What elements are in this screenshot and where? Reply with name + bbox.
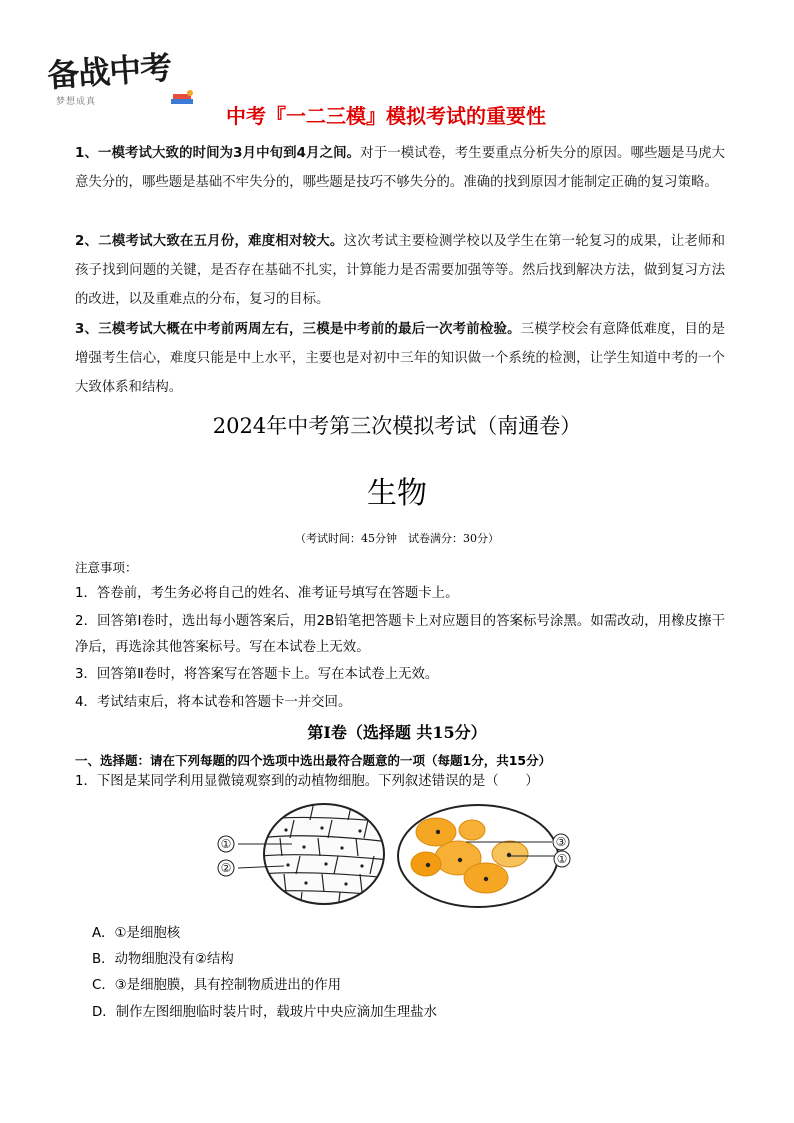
cell-figure [210,802,590,910]
tip-body: 这次考试主要检测学校以及学生在第一轮复习的成果，让老师和孩子找到问题的关键，是否存在基础不扎实，计算能力是否需要加强等等。然后找到解决方法，做到复习方法的改进，以及重难点的分布，复习的目标。 [75,234,725,307]
notice-item: 2．回答第Ⅰ卷时，选出每小题答案后，用2B铅笔把答题卡上对应题目的答案标号涂黑。如需改动，用橡皮擦干净后，再选涂其他答案标号。写在本试卷上无效。 [75,614,725,655]
logo-text: 备战中考 [46,48,173,95]
option-d: D．制作左图细胞临时装片时，载玻片中央应滴加生理盐水 [92,1005,438,1020]
figure-label: ① [220,837,232,851]
option-c: C．③是细胞膜，具有控制物质进出的作用 [92,978,341,993]
question-stem: 1．下图是某同学利用显微镜观察到的动植物细胞。下列叙述错误的是（ ） [75,774,539,789]
tip-body: 对于一模试卷，考生要重点分析失分的原因。哪些题是马虎大意失分的，哪些题是基础不牢失分的，哪些题是技巧不够失分的。准确的找到原因才能制定正确的复习策略。 [75,146,726,190]
logo-subtitle: 梦想成真 [56,97,97,107]
section-title: 第Ⅰ卷（选择题 共15分） [307,723,487,742]
notice-heading: 注意事项： [75,560,138,575]
tip-lead: 3、三模考试大概在中考前两周左右，三模是中考前的最后一次考前检验。 [75,322,521,337]
tip-paragraph [75,227,725,314]
notice-item: 3．回答第Ⅱ卷时，将答案写在答题卡上。写在本试卷上无效。 [75,667,439,682]
option-b: B．动物细胞没有②结构 [92,952,234,967]
tip-lead: 2、二模考试大致在五月份，难度相对较大。 [75,234,344,249]
figure-label: ② [220,861,232,875]
notice-item: 1．答卷前，考生务必将自己的姓名、准考证号填写在答题卡上。 [75,586,459,601]
banner-title: 中考『一二三模』模拟考试的重要性 [226,104,546,128]
plant-cell-view [260,802,390,910]
tip-lead: 1、一模考试大致的时间为3月中旬到4月之间。 [75,146,361,161]
tip-paragraph [75,139,725,197]
tip-paragraph [75,315,725,402]
exam-title: 2024年中考第三次模拟考试（南通卷） [212,414,582,438]
logo [46,48,196,112]
multiple-choice-heading: 一、选择题：请在下列每题的四个选项中选出最符合题意的一项（每题1分，共15分） [75,753,552,768]
subject-title: 生物 [367,476,427,511]
figure-label: ① [556,852,568,866]
books-icon [170,90,196,106]
option-a: A．①是细胞核 [92,926,181,941]
exam-info: （考试时间：45分钟 试卷满分：30分） [295,532,499,545]
tip-body: 三模学校会有意降低难度，目的是增强考生信心，难度只能是中上水平，主要也是对初中三年的知识做一个系统的检测，让学生知道中考的一个大致体系和结构。 [75,322,725,395]
figure-label: ③ [555,835,567,849]
notice-item: 4．考试结束后，将本试卷和答题卡一并交回。 [75,695,352,710]
